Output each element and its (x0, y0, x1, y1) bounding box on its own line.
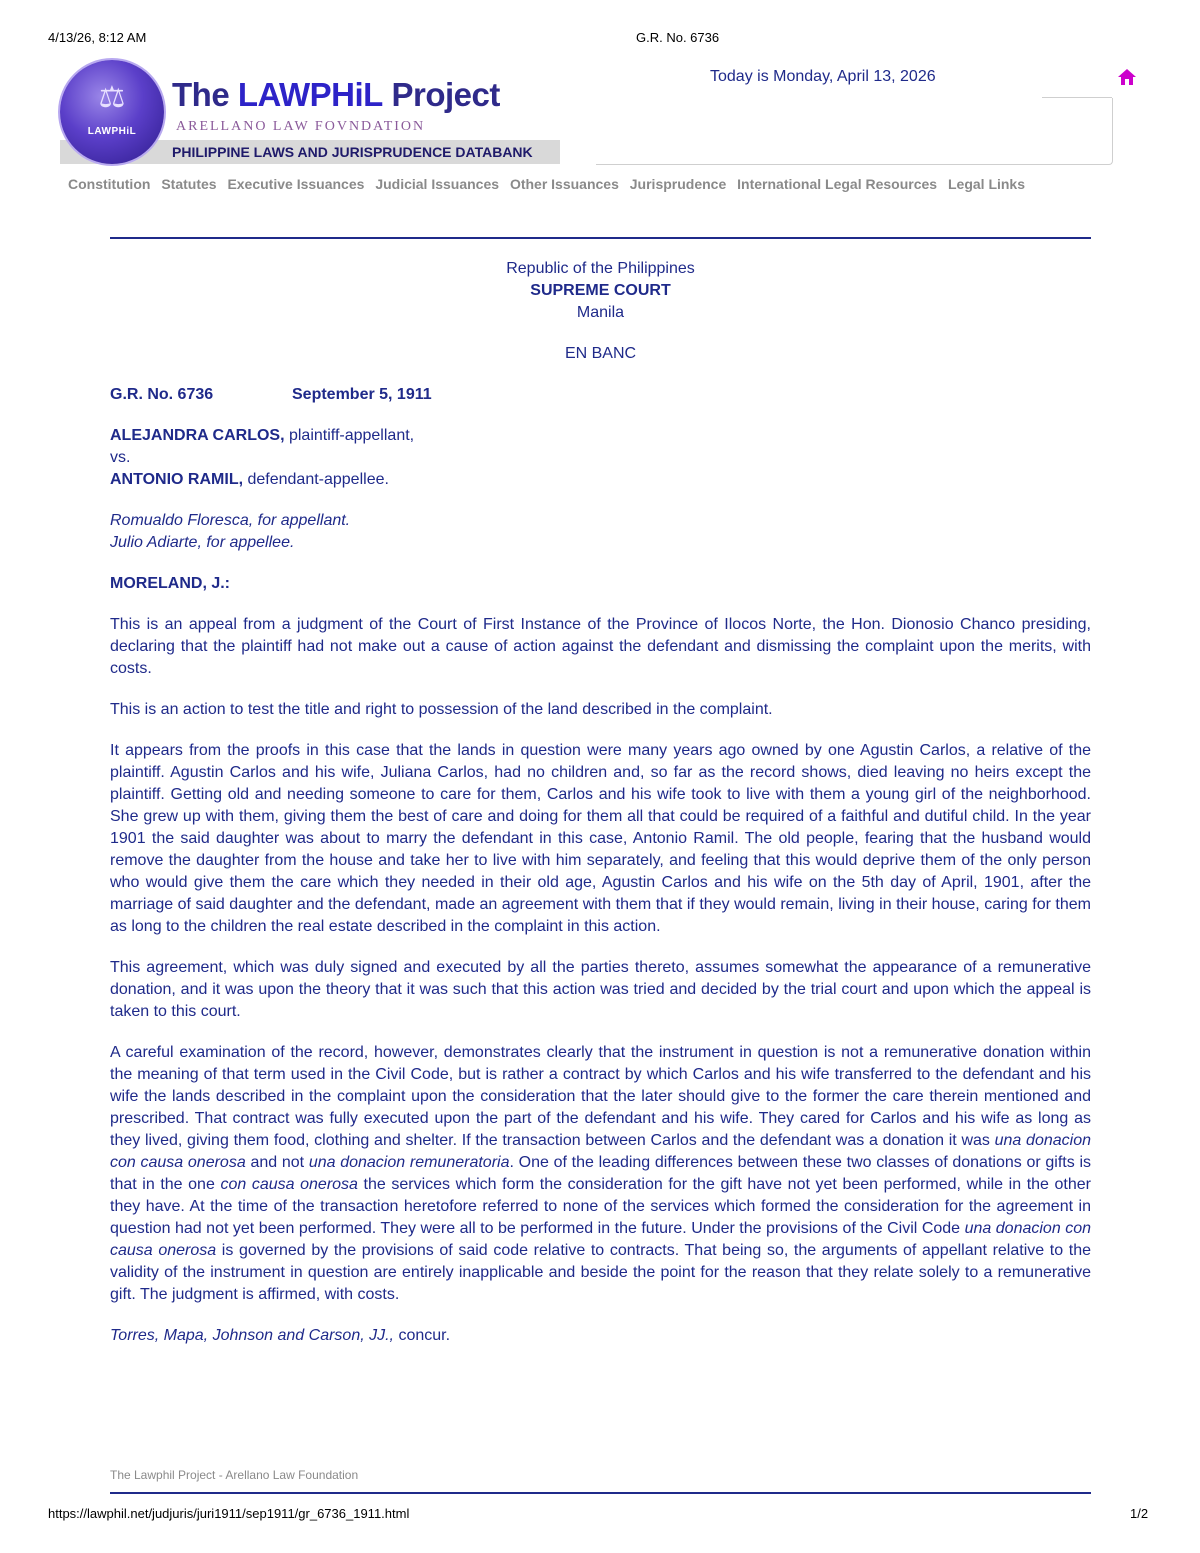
footer-note: The Lawphil Project - Arellano Law Foundation (110, 1468, 359, 1482)
decision-content (110, 258, 1091, 1347)
nav-other-issuances[interactable]: Other Issuances (509, 176, 619, 192)
print-title: G.R. No. 6736 (636, 30, 720, 45)
nav-constitution[interactable]: Constitution (68, 176, 151, 192)
counsel-appellee: Julio Adiarte, for appellee. (110, 534, 295, 551)
decision-date: September 5, 1911 (292, 386, 432, 403)
print-url: https://lawphil.net/judjuris/juri1911/sep1911/gr_6736_1911.html (48, 1506, 410, 1521)
nav-statutes[interactable]: Statutes (161, 176, 217, 192)
print-page-number: 1/2 (1130, 1506, 1149, 1521)
nav-jurisprudence[interactable]: Jurisprudence (629, 176, 727, 192)
main-nav (68, 176, 1032, 192)
paragraph-3: It appears from the proofs in this case that the lands in question were many years ago owned by one Agustin Carlos, a relative of the plaintiff. Agustin Carlos and his wife, Juliana Carlos, had no children and, so far as the record shows, died leaving no heirs except the plaintiff. Getting old and needing someone to care for them, Carlos and his wife took to live with them a young girl of the neighborhood. She grew up with them, giving them the best of care and doing for them all that could be required of a faithful and dutiful child. In the year 1901 the said daughter was about to marry the defendant in this case, Antonio Ramil. The old people, fearing that the husband would remove the daughter from the house and take her to live with him separately, and feeling that this would deprive them of the only person who would give them the care which they needed in their old age, Agustin Carlos and his wife on the 5th day of April, 1901, after the marriage of said daughter and the defendant, made an agreement with them that if they would remain, living in their house, caring for them as long to the children the real estate described in the complaint in this action. (110, 742, 1091, 935)
logo-disc-label: LAWPHiL (87, 126, 137, 137)
republic-line: Republic of the Philippines (506, 260, 695, 277)
paragraph-4: This agreement, which was duly signed and executed by all the parties thereto, assumes somewhat the appearance of a remunerative donation, and it was upon the theory that it was such that this action was tried and decided by the trial court and upon which the appeal is taken to this court. (110, 959, 1091, 1020)
case-number-line (110, 384, 1091, 406)
nav-executive-issuances[interactable]: Executive Issuances (227, 176, 365, 192)
counsel-appellant: Romualdo Floresca, for appellant. (110, 512, 351, 529)
search-box[interactable] (596, 98, 1113, 165)
court-city: Manila (576, 304, 625, 321)
home-icon[interactable] (1116, 66, 1138, 88)
ponente: MORELAND, J.: (110, 575, 230, 592)
print-datetime: 4/13/26, 8:12 AM (48, 30, 147, 45)
bottom-divider (110, 1492, 1091, 1494)
nav-international-legal-resources[interactable]: International Legal Resources (737, 176, 938, 192)
today-date: Today is Monday, April 13, 2026 (710, 68, 936, 85)
paragraph-2: This is an action to test the title and right to possession of the land described in the complaint. (110, 701, 773, 718)
plaintiff-line: ALEJANDRA CARLOS, plaintiff-appellant, (110, 427, 415, 444)
concurrence: Torres, Mapa, Johnson and Carson, JJ., concur. (110, 1327, 451, 1344)
court-name: SUPREME COURT (530, 282, 671, 299)
division: EN BANC (564, 345, 637, 362)
top-divider (110, 237, 1091, 239)
scales-of-justice-icon: ⚖ LAWPHiL (60, 60, 164, 164)
gr-number: G.R. No. 6736 (110, 386, 214, 403)
versus: vs. (110, 449, 131, 466)
nav-legal-links[interactable]: Legal Links (947, 176, 1026, 192)
lawphil-logo[interactable] (56, 58, 561, 168)
logo-band-text: PHILIPPINE LAWS AND JURISPRUDENCE DATABANK (172, 144, 533, 160)
defendant-line: ANTONIO RAMIL, defendant-appellee. (110, 471, 389, 488)
logo-title: The LAWPHiL Project (172, 76, 500, 113)
paragraph-5: A careful examination of the record, however, demonstrates clearly that the instrument in question is not a remunerative donation within the meaning of that term used in the Civil Code, but is rather a contract by which Carlos and his wife transferred to the defendant and his wife the lands described in the complaint upon the consideration that the later should give to the former the care therein mentioned and prescribed. That contract was fully executed upon the part of the defendant and his wife. They cared for Carlos and his wife as long as they lived, giving them food, clothing and shelter. If the transaction between Carlos and the defendant was a donation it was una donacion con causa onerosa and not una donacion remuneratoria. One of the leading differences between these two classes of donations or gifts is that in the one con causa onerosa the services which form the consideration for the gift have not yet been performed, while in the other they have. At the time of the transaction heretofore referred to none of the services which formed the consideration for the agreement in question had not yet been performed. They were all to be performed in the future. Under the provisions of the Civil Code una donacion con causa onerosa is governed by the provisions of said code relative to contracts. That being so, the arguments of appellant relative to the validity of the instrument in question are entirely inapplicable and beside the point for the reason that they relate solely to a remunerative gift. The judgment is affirmed, with costs. (110, 1044, 1092, 1303)
paragraph-1: This is an appeal from a judgment of the Court of First Instance of the Province of Ilocos Norte, the Hon. Dionosio Chanco presiding, declaring that the plaintiff had not make out a cause of action against the defendant and dismissing the complaint upon the merits, with costs. (110, 616, 1091, 677)
nav-judicial-issuances[interactable]: Judicial Issuances (375, 176, 500, 192)
logo-subtitle: ARELLANO LAW FOVNDATION (176, 119, 426, 134)
